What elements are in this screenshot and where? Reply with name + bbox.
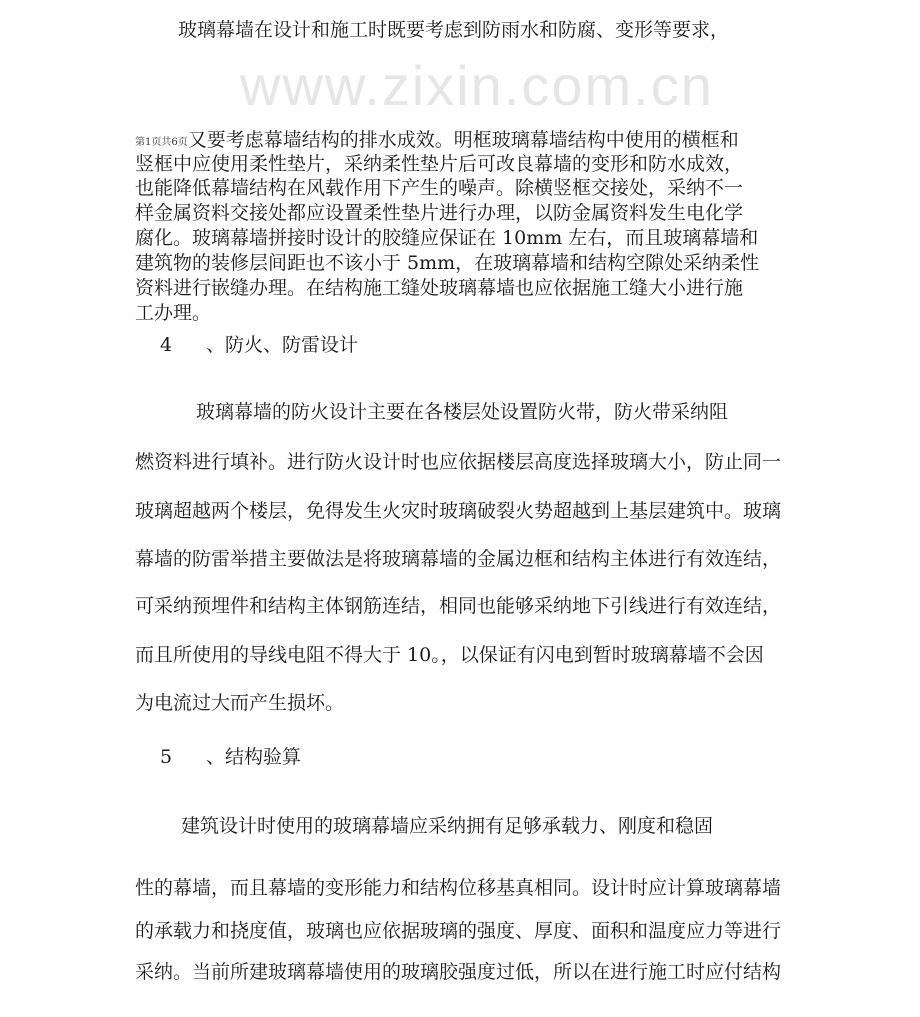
paragraph-line: 腐化。玻璃幕墙拼接时设计的胶缝应保证在 10mm 左右，而且玻璃幕墙和	[135, 227, 759, 249]
paragraph-line: 为电流过大而产生损坏。	[135, 692, 345, 714]
section-heading-4	[160, 333, 358, 357]
paragraph-line: 而且所使用的导线电阻不得大于 10。，以保证有闪电到暂时玻璃幕墙不会因	[135, 644, 764, 666]
paragraph-line	[135, 128, 739, 155]
paragraph-line: 玻璃幕墙的防火设计主要在各楼层处设置防火带，防火带采纳阻	[196, 401, 729, 423]
watermark: www.zixin.com.cn	[240, 54, 714, 117]
paragraph-line: 竖框中应使用柔性垫片，采纳柔性垫片后可改良幕墙的变形和防水成效，	[135, 153, 744, 175]
section-heading-5	[160, 745, 301, 769]
paragraph-text: 又要考虑幕墙结构的排水成效。明框玻璃幕墙结构中使用的横框和	[187, 129, 739, 151]
heading-number: 5	[160, 746, 173, 768]
paragraph-line: 燃资料进行填补。进行防火设计时也应依据楼层高度选择玻璃大小，防止同一	[135, 451, 782, 473]
paragraph-line: 也能降低幕墙结构在风载作用下产生的噪声。除横竖框交接处，采纳不一	[135, 177, 744, 199]
page-number-note: 第1页共6页	[135, 137, 188, 148]
paragraph-line: 建筑设计时使用的玻璃幕墙应采纳拥有足够承载力、刚度和稳固	[181, 815, 714, 837]
heading-number: 4	[160, 334, 173, 356]
paragraph-line: 资料进行嵌缝办理。在结构施工缝处玻璃幕墙也应依据施工缝大小进行施	[135, 277, 744, 299]
paragraph-line: 可采纳预埋件和结构主体钢筋连结，相同也能够采纳地下引线进行有效连结，	[135, 595, 782, 617]
paragraph-line: 建筑物的装修层间距也不该小于 5mm，在玻璃幕墙和结构空隙处采纳柔性	[135, 252, 760, 274]
paragraph-line: 性的幕墙，而且幕墙的变形能力和结构位移基真相同。设计时应计算玻璃幕墙	[135, 877, 782, 899]
paragraph-line: 工办理。	[135, 302, 212, 324]
paragraph-line: 的承载力和挠度值，玻璃也应依据玻璃的强度、厚度、面积和温度应力等进行	[135, 920, 782, 942]
paragraph-line: 幕墙的防雷举措主要做法是将玻璃幕墙的金属边框和结构主体进行有效连结，	[135, 548, 782, 570]
heading-title: 、防火、防雷设计	[206, 334, 359, 356]
paragraph-line: 玻璃幕墙在设计和施工时既要考虑到防雨水和防腐、变形等要求，	[178, 19, 730, 41]
paragraph-line: 玻璃超越两个楼层，免得发生火灾时玻璃破裂火势超越到上基层建筑中。玻璃	[135, 500, 782, 522]
heading-title: 、结构验算	[206, 746, 302, 768]
paragraph-line: 样金属资料交接处都应设置柔性垫片进行办理，以防金属资料发生电化学	[135, 202, 744, 224]
paragraph-line: 采纳。当前所建玻璃幕墙使用的玻璃胶强度过低，所以在进行施工时应付结构	[135, 961, 782, 983]
